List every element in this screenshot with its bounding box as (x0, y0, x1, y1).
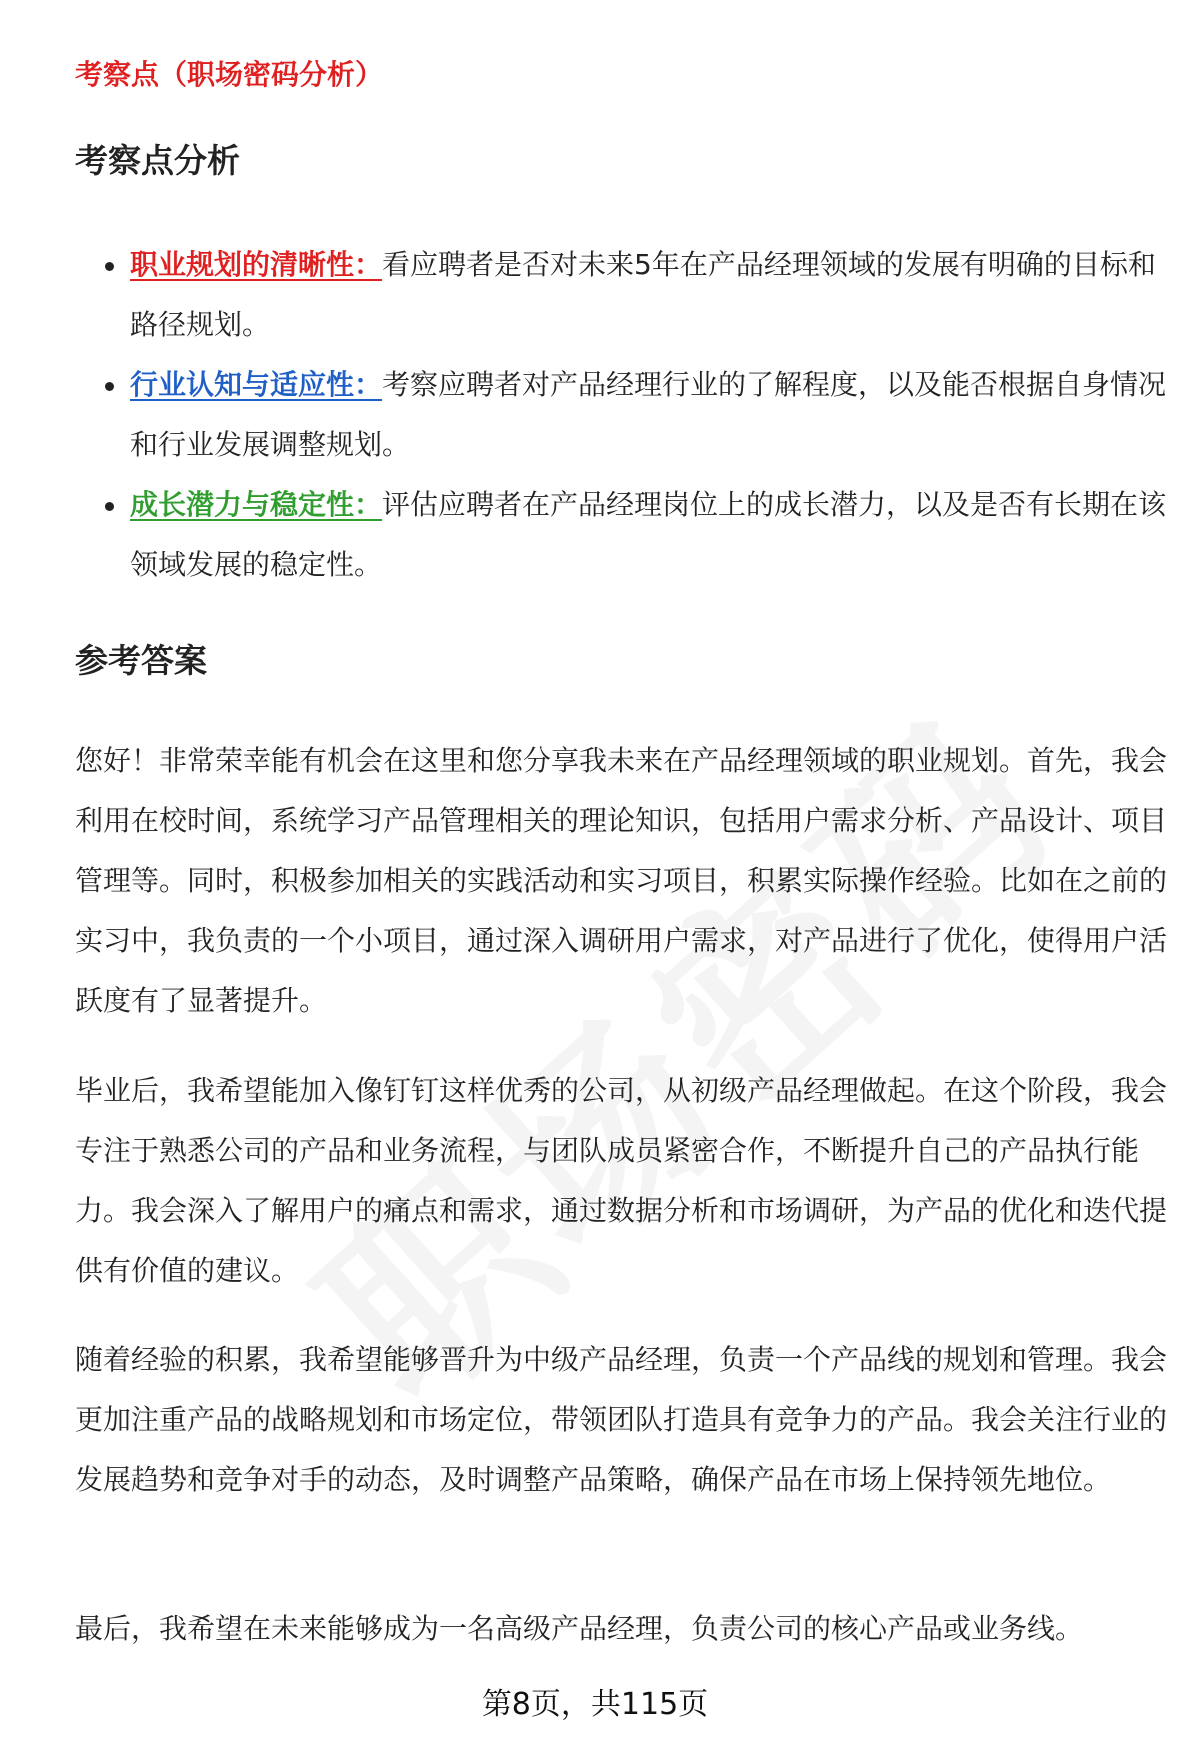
bullet-description: 看应聘者是否对未来5年在产品经理领域的发展有明确的目标和路径规划。 (130, 248, 1156, 341)
section-label: 考察点（职场密码分析） (75, 58, 384, 91)
bullet-description: 评估应聘者在产品经理岗位上的成长潜力，以及是否有长期在该领域发展的稳定性。 (130, 488, 1167, 581)
bullet-dot (105, 502, 114, 511)
answer-paragraph: 您好！非常荣幸能有机会在这里和您分享我未来在产品经理领域的职业规划。首先，我会利用在校时间，系统学习产品管理相关的理论知识，包括用户需求分析、产品设计、项目管理等。同时，积极参加相关的实践活动和实习项目，积累实际操作经验。比如在之前的实习中，我负责的一个小项目，通过深入调研用户需求，对产品进行了优化，使得用户活跃度有了显著提升。 (75, 744, 1168, 1017)
answer-heading: 参考答案 (75, 641, 207, 680)
answer-paragraph: 最后，我希望在未来能够成为一名高级产品经理，负责公司的核心产品或业务线。 (75, 1612, 1084, 1645)
bullet-description: 考察应聘者对产品经理行业的了解程度，以及能否根据自身情况和行业发展调整规划。 (130, 368, 1167, 461)
analysis-bullet-list (75, 235, 1175, 595)
bullet-key-term: 职业规划的清晰性： (130, 248, 383, 281)
analysis-bullet-item (75, 235, 1175, 355)
answer-paragraph: 随着经验的积累，我希望能够晋升为中级产品经理，负责一个产品线的规划和管理。我会更加注重产品的战略规划和市场定位，带领团队打造具有竞争力的产品。我会关注行业的发展趋势和竞争对手的动态，及时调整产品策略，确保产品在市场上保持领先地位。 (75, 1343, 1168, 1496)
bullet-dot (105, 382, 114, 391)
bullet-key-term: 成长潜力与稳定性： (130, 488, 383, 521)
bullet-key-term: 行业认知与适应性： (130, 368, 383, 401)
analysis-heading: 考察点分析 (75, 141, 240, 180)
answer-paragraph: 毕业后，我希望能加入像钉钉这样优秀的公司，从初级产品经理做起。在这个阶段，我会专注于熟悉公司的产品和业务流程，与团队成员紧密合作，不断提升自己的产品执行能力。我会深入了解用户的痛点和需求，通过数据分析和市场调研，为产品的优化和迭代提供有价值的建议。 (75, 1074, 1168, 1287)
analysis-bullet-item (75, 355, 1175, 475)
bullet-dot (105, 262, 114, 271)
page-number-footer: 第8页，共115页 (481, 1687, 709, 1722)
analysis-bullet-item (75, 475, 1175, 595)
